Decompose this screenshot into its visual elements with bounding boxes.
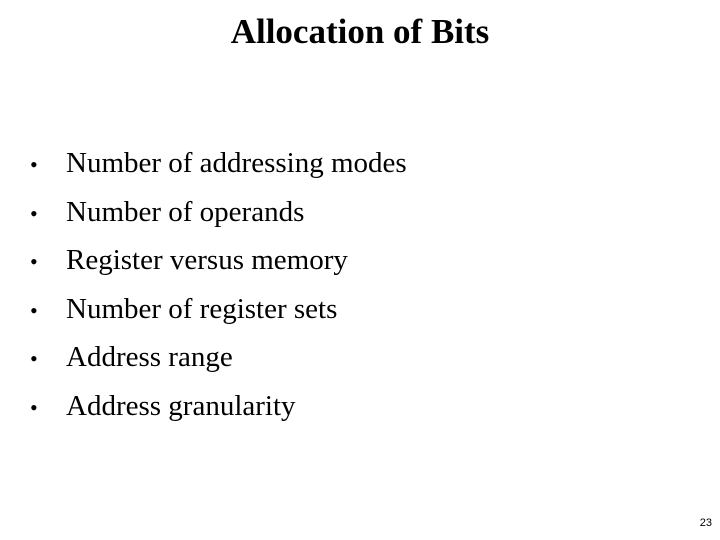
- bullet-item: [30, 383, 407, 432]
- bullet-text: Address granularity: [66, 389, 296, 422]
- bullet-marker: •: [30, 297, 38, 323]
- bullet-item: [30, 140, 407, 189]
- bullet-marker: •: [30, 394, 38, 420]
- bullet-marker: •: [30, 346, 38, 371]
- bullet-text: Address range: [66, 341, 233, 373]
- bullet-list: [30, 140, 407, 431]
- bullet-text: Register versus memory: [66, 244, 348, 276]
- bullet-item: [30, 286, 407, 335]
- bullet-text: Number of register sets: [66, 292, 338, 325]
- bullet-item: [30, 334, 407, 383]
- slide-title: Allocation of Bits: [230, 12, 490, 51]
- bullet-marker: •: [30, 200, 38, 226]
- bullet-item: [30, 237, 407, 286]
- bullet-text: Number of addressing modes: [66, 147, 407, 179]
- bullet-item: [30, 189, 407, 238]
- bullet-marker: •: [30, 249, 38, 274]
- bullet-text: Number of operands: [66, 195, 305, 228]
- page-number: 23: [699, 517, 712, 529]
- bullet-marker: •: [30, 152, 38, 177]
